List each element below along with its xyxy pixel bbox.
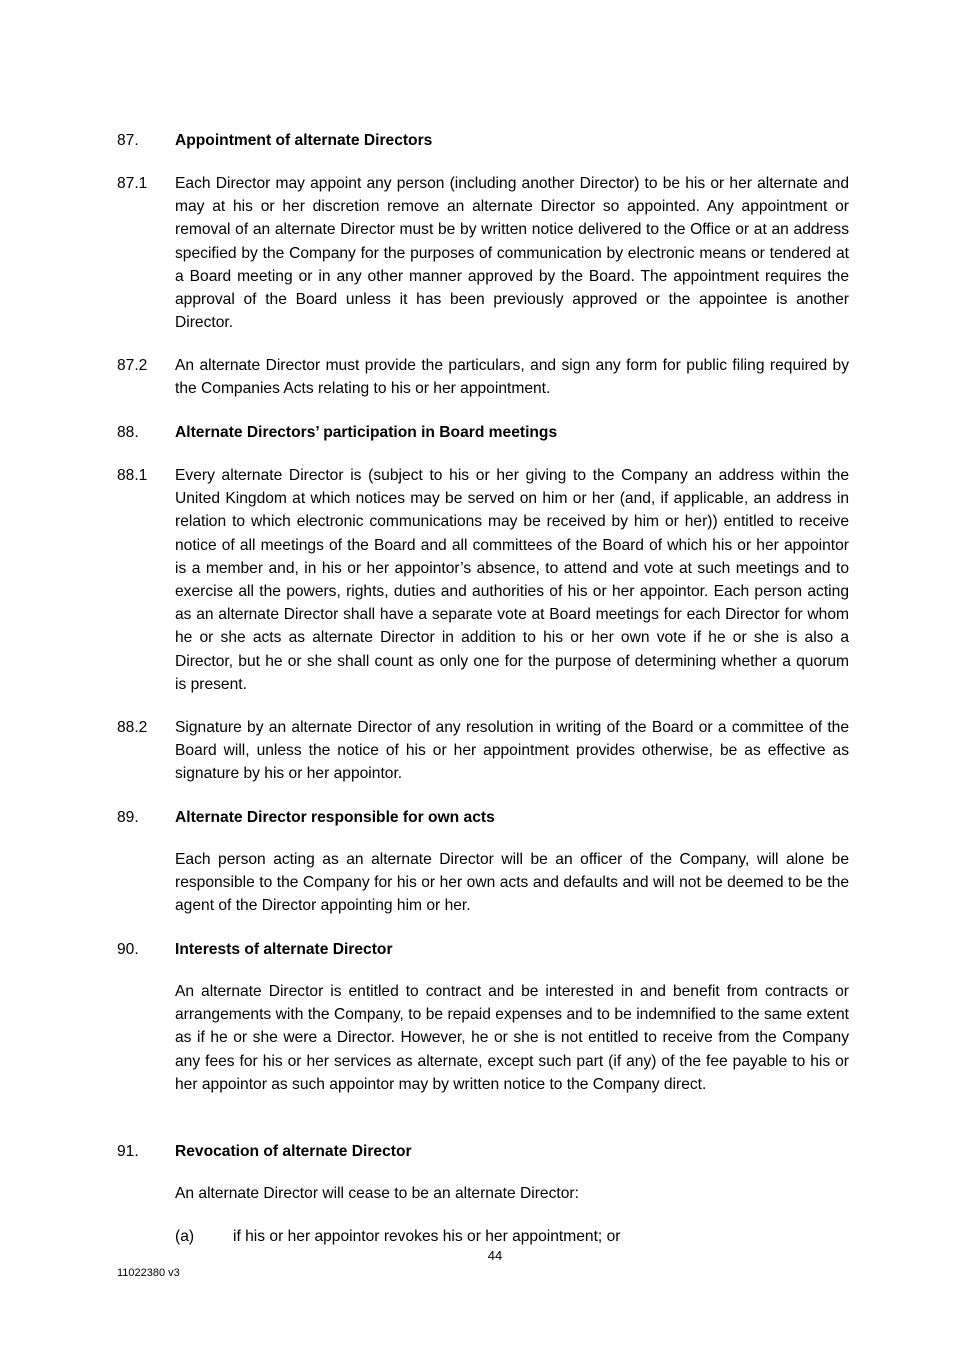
section-number: 89. bbox=[117, 809, 139, 826]
section-number: 91. bbox=[117, 1143, 139, 1160]
clause-number: 87.2 bbox=[117, 357, 148, 374]
list-item-label: (a) bbox=[175, 1228, 195, 1245]
section-title: Alternate Directors’ participation in Board meetings bbox=[175, 424, 558, 441]
page-number: 44 bbox=[487, 1248, 503, 1263]
clause-text: Signature by an alternate Director of any resolution in writing of the Board or a committee of the Board will, unless the notice of his or her appointment provides otherwise, be as effective as signature by his or her appointor. bbox=[175, 719, 849, 783]
clause-number: 88.1 bbox=[117, 467, 148, 484]
section-title: Interests of alternate Director bbox=[175, 941, 393, 958]
clause-text: An alternate Director must provide the particulars, and sign any form for public filing required by the Companies Acts relating to his or her appointment. bbox=[175, 357, 849, 398]
section-number: 87. bbox=[117, 132, 139, 149]
document-reference: 11022380 v3 bbox=[117, 1267, 180, 1279]
clause-text: Every alternate Director is (subject to his or her giving to the Company an address within the United Kingdom at which notices may be served on him or her (and, if applicable, an address in relation to which electronic communications may be received by him or her)) entitled to receive notice of all meetings of the Board and all committees of the Board of which his or her appointor is a member and, in his or her appointor’s absence, to attend and vote at such meetings and to exercise all the powers, rights, duties and authorities of his or her appointor. Each person acting as an alternate Director shall have a separate vote at Board meetings for each Director for whom he or she acts as alternate Director in addition to his or her own vote if he or she is also a Director, but he or she shall count as only one for the purpose of determining whether a quorum is present. bbox=[175, 467, 849, 693]
clause-number: 88.2 bbox=[117, 719, 148, 736]
list-item-text: if his or her appointor revokes his or her appointment; or bbox=[233, 1228, 621, 1245]
clause-number: 87.1 bbox=[117, 175, 148, 192]
section-title: Alternate Director responsible for own acts bbox=[175, 809, 495, 826]
section-91-body: An alternate Director will cease to be an alternate Director: bbox=[175, 1185, 579, 1202]
section-title: Appointment of alternate Directors bbox=[175, 132, 433, 149]
section-number: 90. bbox=[117, 941, 139, 958]
clause-text: Each Director may appoint any person (including another Director) to be his or her alternate and may at his or her discretion remove an alternate Director so appointed. Any appointment or removal of an alternate Director must be by written notice delivered to the Office or at an address specified by the Company for the purposes of communication by electronic means or tendered at a Board meeting or in any other manner approved by the Board. The appointment requires the approval of the Board unless it has been previously approved or the appointee is another Director. bbox=[175, 175, 849, 332]
section-90-body: An alternate Director is entitled to contract and be interested in and benefit from contracts or arrangements with the Company, to be repaid expenses and to be indemnified to the same extent as if he or she were a Director. However, he or she is not entitled to receive from the Company any fees for his or her services as alternate, except such part (if any) of the fee payable to his or her appointor as such appointor may by written notice to the Company direct. bbox=[175, 983, 849, 1093]
section-title: Revocation of alternate Director bbox=[175, 1143, 412, 1160]
section-89-body: Each person acting as an alternate Director will be an officer of the Company, will alone be responsible to the Company for his or her own acts and defaults and will not be deemed to be the agent of the Director appointing him or her. bbox=[175, 851, 849, 915]
section-number: 88. bbox=[117, 424, 139, 441]
